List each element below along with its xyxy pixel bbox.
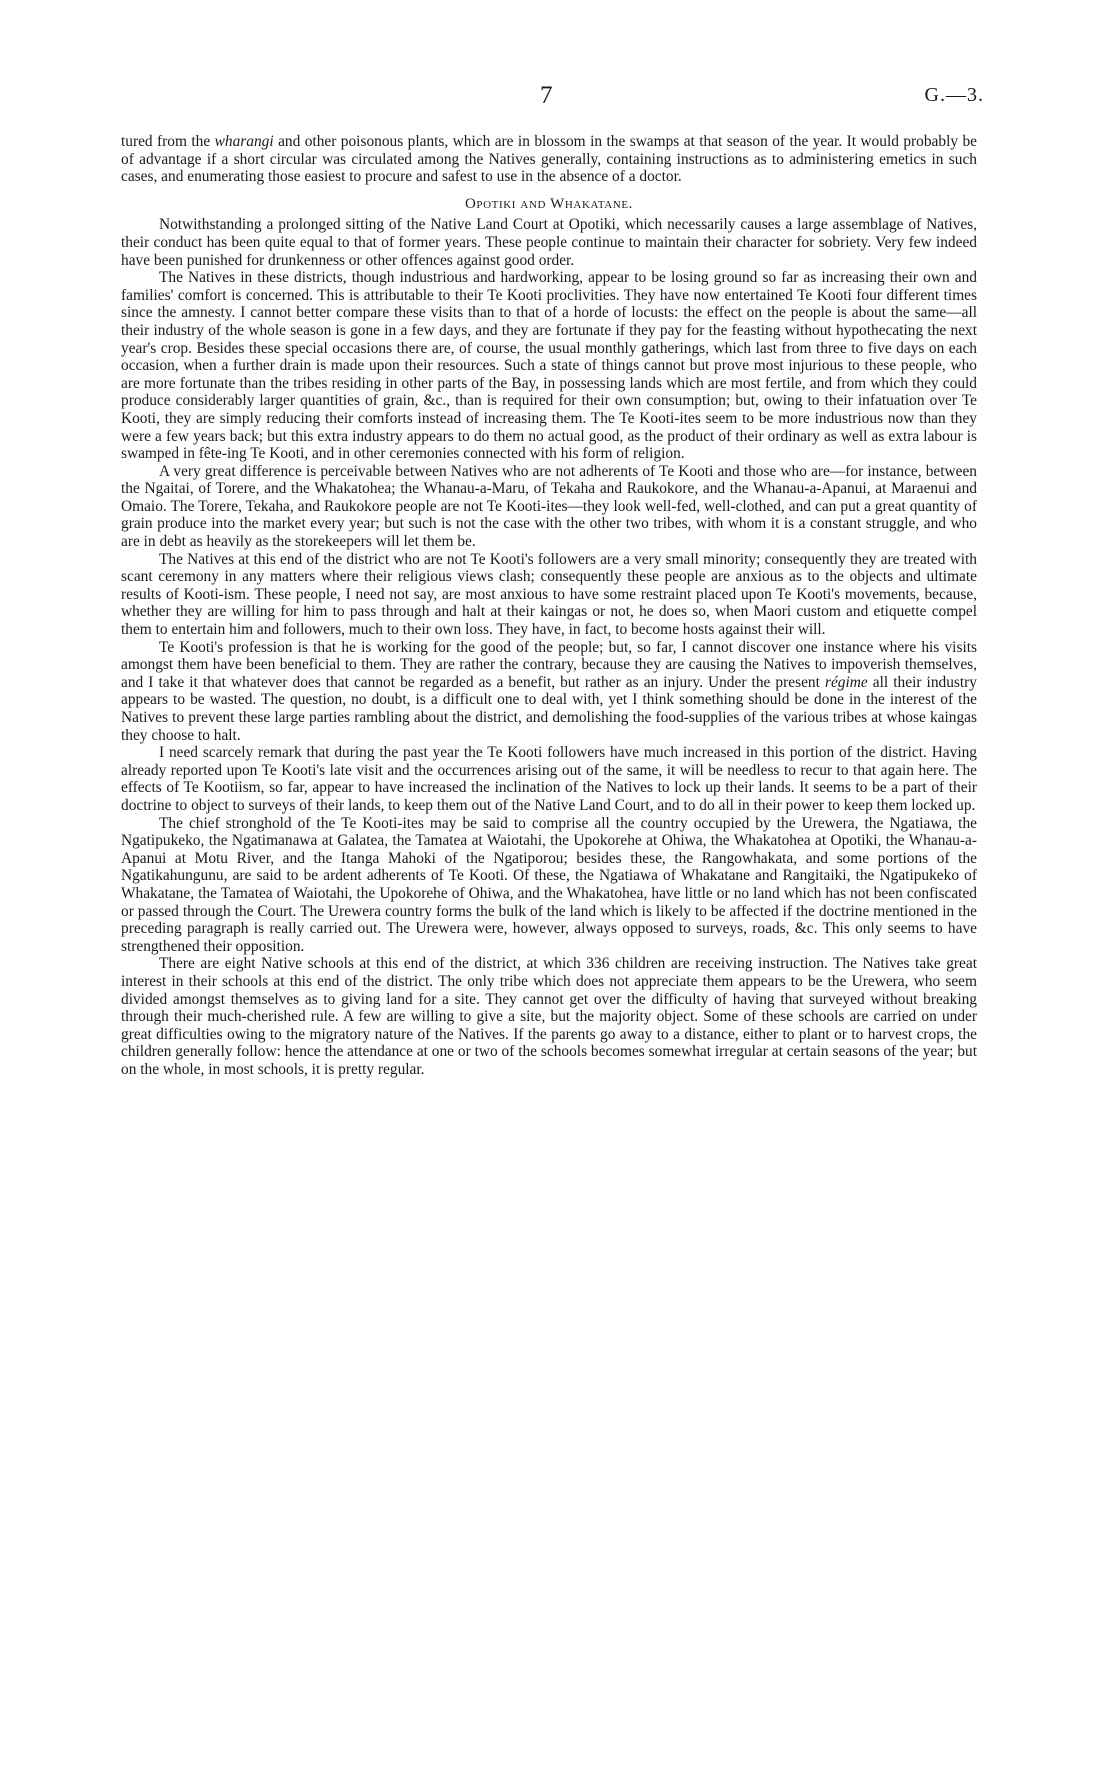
profession-text-start: Te Kooti's profession is that he is working for the good of the people; but, so far, I cannot discover one instance where his visits amongst them have been beneficial to them. They are rather the contrary, because they are causing the Natives to impoverish themselves, and I take it that whatever does that cannot be regarded as a benefit, but rather as an injury. Under the present [121, 638, 977, 691]
paragraph-followers: I need scarcely remark that during the past year the Te Kooti followers have much increased in this portion of the district. Having already reported upon Te Kooti's late visit and the occurrences arising out of the same, it will be needless to recur to that again here. The effects of Te Kootiism, so far, appear to have increased the inclination of the Natives to lock up their lands. It seems to be a part of their doctrine to object to surveys of their lands, to keep them out of the Native Land Court, and to do all in their power to keep them locked up. [121, 744, 977, 814]
paragraph-schools: There are eight Native schools at this end of the district, at which 336 children are receiving instruction. The Natives take great interest in their schools at this end of the district. The only tribe which does not appreciate them appears to be the Urewera, who seem divided amongst themselves as to giving land for a site. They cannot get over the difficulty of having that surveyed without breaking through their much-cherished rule. A few are willing to give a site, but the majority object. Some of these schools are carried on under great difficulties owing to the migratory nature of the Natives. If the parents go away to a distance, either to plant or to harvest crops, the children generally follow: hence the attendance at one or two of the schools becomes somewhat irregular at certain seasons of the year; but on the whole, in most schools, it is pretty regular. [121, 955, 977, 1078]
document-code: G.—3. [924, 84, 984, 106]
paragraph-minority: The Natives at this end of the district who are not Te Kooti's followers are a very small minority; consequently they are treated with scant ceremony in any matters where their religious views clash; consequently these people are anxious as to the objects and ultimate results of Kooti-ism. These people, I need not say, are most anxious to have some restraint placed upon Te Kooti's movements, because, whether they are willing for him to pass through and halt at their kaingas or not, he does so, when Maori custom and etiquette compel them to entertain him and followers, much to their own loss. They have, in fact, to become hosts against their will. [121, 550, 977, 639]
paragraph-stronghold: The chief stronghold of the Te Kooti-ites may be said to comprise all the country occupied by the Urewera, the Ngatiawa, the Ngatipukeko, the Ngatimanawa at Galatea, the Tamatea at Waiotahi, the Upokorehe at Ohiwa, the Whakatohea at Opotiki, the Whanau-a-Apanui at Motu River, and the Itanga Mahoki of the Ngatiporou; besides these, the Rangowhakata, and some portions of the Ngatikahungunu, are said to be ardent adherents of Te Kooti. Of these, the Ngatiawa of Whakatane and Rangitaiki, the Ngatipukeko of Whakatane, the Tamatea of Waiotahi, the Upokorehe of Ohiwa, and the Whakatohea, have little or no land which has not been confiscated or passed through the Court. The Urewera country forms the bulk of the land which is likely to be affected if the doctrine mentioned in the preceding paragraph is really carried out. The Urewera were, however, always opposed to surveys, roads, &c. This only seems to have strengthened their opposition. [121, 814, 977, 955]
profession-text-end: all their industry appears to be wasted. The question, no doubt, is a difficult one to deal with, yet I think something should be done in the interest of the Natives to prevent these large parties rambling about the district, and demolishing the food-supplies of the various tribes at whose kaingas they choose to halt. [121, 673, 978, 744]
regime-italic-term: régime [824, 673, 868, 691]
paragraph-losing-ground: The Natives in these districts, though industrious and hardworking, appear to be losing ground so far as increasing their own and families' comfort is concerned. This is attributable to their Te Kooti proclivities. They have now entertained Te Kooti four different times since the amnesty. I cannot better compare these visits than to that of a horde of locusts: the effect on the people is about the same—all their industry of the whole season is gone in a few days, and they are fortunate if they pay for the feasting without hypothecating the next year's crop. Besides these special occasions there are, of course, the usual monthly gatherings, which last from three to five days on each occasion, when a further drain is made upon their resources. Such a state of things cannot but prove most injurious to these people, who are more fortunate than the tribes residing in other parts of the Bay, in possessing lands which are most fertile, and from which they could produce considerably larger quantities of grain, &c., than is required for their own consumption; but, owing to their infatuation over Te Kooti, they are simply reducing their comforts instead of increasing them. The Te Kooti-ites seem to be more industrious now than they were a few years back; but this extra industry appears to do them no actual good, as the product of their ordinary as well as extra labour is swamped in fête-ing Te Kooti, and in other ceremonies connected with his form of religion. [121, 269, 977, 463]
paragraph-difference: A very great difference is perceivable between Natives who are not adherents of Te Kooti and those who are—for instance, between the Ngaitai, of Torere, and the Whakatohea; the Whanau-a-Maru, of Tekaha and Raukokore, and the Whanau-a-Apanui, at Maraenui and Omaio. The Torere, Tekaha, and Raukokore people are not Te Kooti-ites—they look well-fed, well-clothed, and can put a great quantity of grain produce into the market every year; but such is not the case with the other two tribes, with whom it is a constant struggle, and who are in debt as heavily as the storekeepers will let them be. [121, 462, 977, 551]
page-header [0, 82, 1114, 112]
page-number: 7 [540, 82, 553, 109]
paragraph-conduct: Notwithstanding a prolonged sitting of the Native Land Court at Opotiki, which necessarily causes a large assemblage of Natives, their conduct has been quite equal to that of former years. These people continue to maintain their character for sobriety. Very few indeed have been punished for drunkenness or other offences against good order. [121, 216, 977, 269]
intro-text-end: and other poisonous plants, which are in blossom in the swamps at that season of the year. It would probably be of advantage if a short circular was circulated among the Natives generally, containing instructions as to administering emetics in such cases, and enumerating those easiest to procure and safest to use in the absence of a doctor. [121, 133, 978, 186]
section-heading: Opotiki and Whakatane. [464, 195, 634, 212]
intro-text-start: tured from the [121, 133, 215, 150]
intro-italic-term: wharangi [214, 133, 274, 150]
intro-paragraph [121, 133, 977, 186]
paragraph-profession [121, 639, 977, 745]
body-text [121, 133, 977, 1078]
